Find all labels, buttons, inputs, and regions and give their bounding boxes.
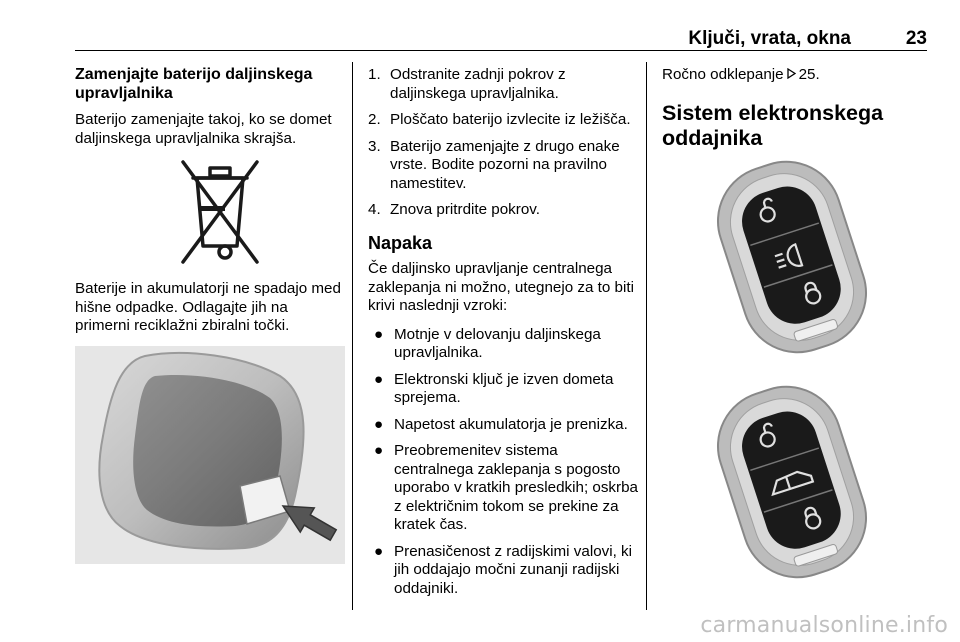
column-1 (75, 66, 345, 564)
list-item: ● Napetost akumulatorja je prenizka. (368, 416, 638, 435)
triangle-arrow-icon (787, 66, 796, 85)
crossed-bin-icon (75, 158, 345, 270)
battery-para: Baterijo zamenjajte takoj, ko se domet daljinskega upravljalnika skrajša. (75, 111, 332, 147)
list-item: 3. Baterijo zamenjajte z drugo enake vrste. Bodite pozorni na pravilno namestitev. (368, 137, 620, 192)
battery-heading: Zamenjajte baterijo daljinskega upravljalnika (75, 66, 313, 102)
section-heading: Sistem elektronskega oddajnika (662, 100, 884, 150)
bullet-icon: ● (374, 415, 384, 433)
page-number: 23 (905, 28, 927, 49)
key-fob-battery-illustration (75, 346, 345, 564)
list-item: 4. Znova pritrdite pokrov. (368, 201, 540, 218)
battery-steps (368, 66, 638, 220)
disposal-para: Baterije in akumulatorji ne spadajo med hišne odpadke. Odlagajte jih na primerni reciklažni zbiralni točki. (75, 280, 341, 334)
xref-page: 25. (798, 66, 820, 83)
xref-text: Ročno odklepanje (662, 66, 784, 83)
header-title: Ključi, vrata, okna (688, 28, 851, 49)
bullet-icon: ● (374, 542, 384, 560)
napaka-intro: Če daljinsko upravljanje centralnega zaklepanja ni možno, utegnejo za to biti krivi naslednji vzroki: (368, 260, 634, 314)
header-rule (75, 50, 927, 51)
watermark: carmanualsonline.info (700, 613, 948, 638)
manual-unlock-xref (662, 66, 932, 85)
page-header (75, 28, 927, 52)
bullet-icon: ● (374, 370, 384, 388)
list-item: ● Motnje v delovanju daljinskega upravljalnika. (368, 326, 638, 363)
key-fob-image-2 (662, 377, 932, 587)
list-item: ● Preobremenitev sistema centralnega zaklepanja s pogosto uporabo v kratkih presledkih; oskrba z električnim tokom se prekine za kratek čas. (368, 442, 638, 535)
bullet-icon: ● (374, 442, 384, 459)
bullet-icon: ● (374, 325, 384, 343)
list-item: ● Prenasičenost z radijskimi valovi, ki jih oddajajo močni zunanji radijski oddajniki. (368, 543, 638, 599)
list-item: ● Elektronski ključ je izven dometa sprejema. (368, 371, 638, 408)
column-2 (368, 66, 638, 606)
key-fob-image-1 (662, 157, 932, 357)
list-item: 2. Ploščato baterijo izvlecite iz ležišča. (368, 111, 631, 128)
napaka-heading: Napaka (368, 232, 433, 253)
column-divider-2 (646, 62, 647, 610)
fault-causes-list (368, 326, 638, 599)
column-3 (662, 66, 932, 587)
column-divider-1 (352, 62, 353, 610)
list-item: 1. Odstranite zadnji pokrov z daljinskega upravljalnika. (368, 66, 566, 102)
